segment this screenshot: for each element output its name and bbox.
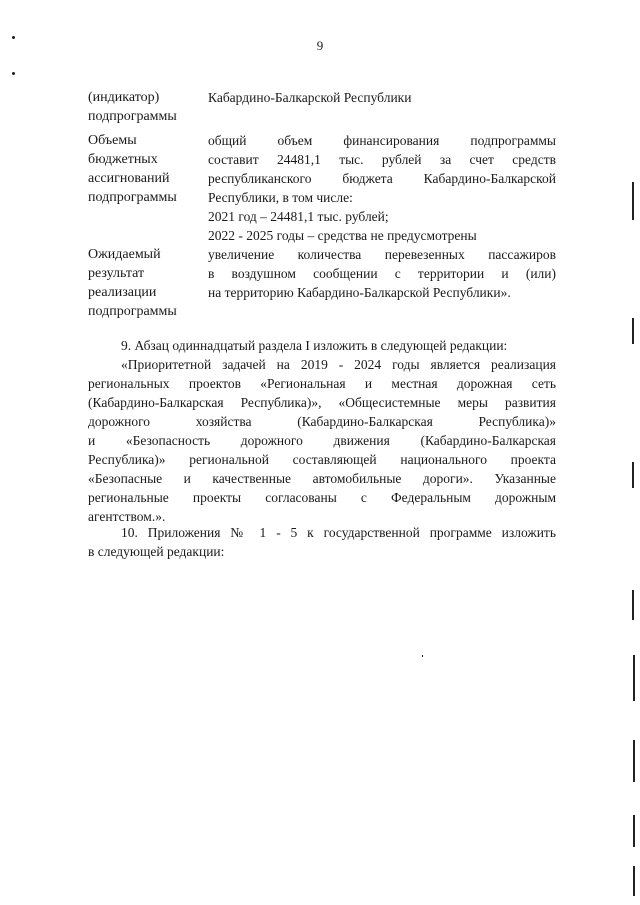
paragraph-line: региональных проектов «Региональная и местная дорожная сеть (88, 376, 556, 391)
passport-row-expected-result (88, 245, 556, 321)
label-line: подпрограммы (88, 190, 177, 205)
label-line: реализации (88, 285, 157, 300)
label-line: Ожидаемый (88, 247, 161, 262)
row-label (88, 88, 208, 126)
value-line: в воздушном сообщении с территории и (или) (208, 266, 556, 281)
paragraph-line: «Приоритетной задачей на 2019 - 2024 годы является реализация (121, 357, 556, 372)
paragraph-line: дорожного хозяйства (Кабардино-Балкарская Республика)» (88, 414, 556, 429)
scan-edge-mark (632, 318, 634, 344)
paragraph-line: 9. Абзац одиннадцатый раздела I изложить в следующей редакции: (121, 338, 508, 353)
value-line: общий объем финансирования подпрограммы (208, 133, 556, 148)
paragraph-line: 10. Приложения № 1 - 5 к государственной программе изложить (121, 525, 556, 540)
value-line: увеличение количества перевезенных пассажиров (208, 247, 556, 262)
passport-row-indicator (88, 88, 556, 126)
label-line: ассигнований (88, 171, 170, 186)
scan-edge-mark (632, 590, 634, 620)
paragraph-line: и «Безопасность дорожного движения (Кабардино-Балкарская (88, 433, 556, 448)
scan-edge-mark (633, 815, 635, 847)
value-line: Республики, в том числе: (208, 190, 353, 205)
scan-edge-mark (422, 655, 423, 657)
label-line: Объемы (88, 133, 137, 148)
paragraph-line: в следующей редакции: (88, 544, 225, 559)
label-line: подпрограммы (88, 304, 177, 319)
value-line: Кабардино-Балкарской Республики (208, 90, 412, 105)
value-line: республиканского бюджета Кабардино-Балкарской (208, 171, 556, 186)
amendment-paragraph-10 (88, 523, 556, 561)
value-line: на территорию Кабардино-Балкарской Республики». (208, 285, 511, 300)
row-value (208, 88, 556, 126)
scan-edge-mark (633, 740, 635, 782)
scan-edge-mark (632, 182, 634, 220)
row-label (88, 245, 208, 321)
label-line: подпрограммы (88, 109, 177, 124)
scan-dot (12, 36, 15, 39)
scan-edge-mark (632, 462, 634, 488)
value-line: 2022 - 2025 годы – средства не предусмотрены (208, 228, 477, 243)
row-value (208, 131, 556, 245)
paragraph-line: «Безопасные и качественные автомобильные дороги». Указанные (88, 471, 556, 486)
scan-edge-mark (633, 655, 635, 701)
value-line: 2021 год – 24481,1 тыс. рублей; (208, 209, 389, 224)
paragraph-line: региональные проекты согласованы с Федеральным дорожным (88, 490, 556, 505)
label-line: (индикатор) (88, 90, 160, 105)
row-label (88, 131, 208, 245)
scan-dot (12, 72, 15, 75)
scan-edge-mark (633, 866, 635, 896)
amendment-paragraph-9 (88, 336, 556, 526)
paragraph-line: агентством.». (88, 509, 166, 524)
value-line: составит 24481,1 тыс. рублей за счет средств (208, 152, 556, 167)
passport-row-budget (88, 131, 556, 245)
label-line: результат (88, 266, 145, 281)
paragraph-line: (Кабардино-Балкарская Республика)», «Общесистемные меры развития (88, 395, 556, 410)
row-value (208, 245, 556, 321)
page-number: 9 (316, 38, 324, 53)
paragraph-line: Республика)» региональной составляющей национального проекта (88, 452, 556, 467)
label-line: бюджетных (88, 152, 158, 167)
